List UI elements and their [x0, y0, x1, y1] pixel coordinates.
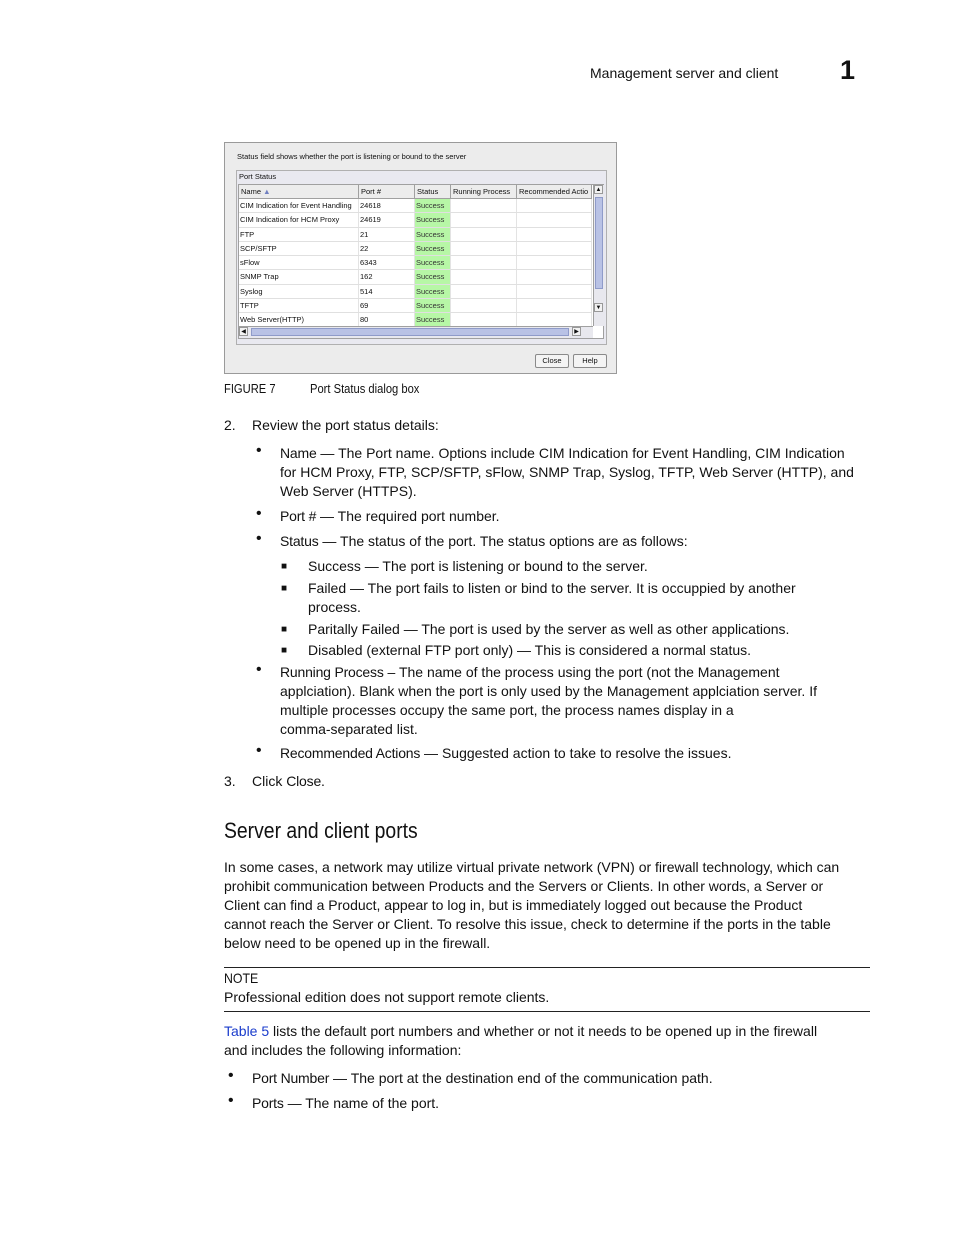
table-header — [239, 185, 592, 199]
note-text: Professional edition does not support remote clients. — [224, 989, 550, 1005]
cell-port: 21 — [359, 228, 415, 241]
bullet-icon: • — [256, 742, 262, 759]
sub-bullet-failed: Failed — The port fails to listen or bind to the server. It is occuppied by another process. — [308, 580, 796, 615]
cell-recommended-action — [517, 199, 592, 212]
cell-name: SNMP Trap — [239, 270, 359, 283]
table-row[interactable] — [239, 270, 592, 284]
cell-port: 24619 — [359, 213, 415, 226]
step-number: 2. — [224, 417, 236, 433]
cell-running-process — [451, 213, 517, 226]
square-bullet-icon: ■ — [281, 583, 288, 594]
table-5-link[interactable]: Table 5 — [224, 1023, 270, 1039]
dialog-status-text: Status field shows whether the port is listening or bound to the server — [237, 152, 467, 161]
vertical-scroll-thumb[interactable] — [595, 197, 603, 289]
term-close: Close — [286, 773, 322, 789]
cell-status: Success — [415, 313, 451, 326]
term-name: Name — [280, 445, 317, 461]
column-header-recommended-actions[interactable]: Recommended Actio — [517, 185, 592, 198]
port-status-panel — [236, 170, 607, 345]
sub-bullet-partially-failed: Paritally Failed — The port is used by the server as well as other applications. — [308, 621, 790, 637]
horizontal-scrollbar[interactable] — [239, 326, 593, 338]
scroll-down-arrow-icon[interactable]: ▼ — [595, 305, 602, 311]
note-label: NOTE — [224, 970, 259, 986]
bullet-recommended-actions: Recommended Actions — Suggested action to take to resolve the issues. — [280, 745, 732, 761]
table-row[interactable] — [239, 213, 592, 227]
square-bullet-icon: ■ — [281, 561, 288, 572]
cell-name: Syslog — [239, 285, 359, 298]
sort-ascending-icon: ▲ — [263, 187, 271, 196]
running-header-title: Management server and client — [590, 65, 779, 81]
cell-name: sFlow — [239, 256, 359, 269]
cell-name: TFTP — [239, 299, 359, 312]
cell-port: 69 — [359, 299, 415, 312]
term-running-process: Running Process — [280, 664, 384, 680]
cell-running-process — [451, 285, 517, 298]
figure-label: FIGURE 7 — [224, 381, 276, 396]
term-status: Status — [280, 533, 319, 549]
term-ports: Ports — [252, 1095, 284, 1111]
cell-status: Success — [415, 299, 451, 312]
cell-recommended-action — [517, 313, 592, 326]
section-heading: Server and client ports — [224, 818, 418, 843]
bullet-icon: • — [256, 661, 262, 678]
scroll-right-arrow-icon[interactable]: ▶ — [572, 327, 581, 336]
cell-running-process — [451, 313, 517, 326]
bullet-icon: • — [256, 442, 262, 459]
cell-recommended-action — [517, 270, 592, 283]
term-recommended-actions: Recommended Actions — [280, 745, 421, 761]
cell-running-process — [451, 299, 517, 312]
help-button[interactable]: Help — [573, 354, 607, 368]
term-port: Port # — [280, 508, 317, 524]
table-row[interactable] — [239, 199, 592, 213]
cell-status: Success — [415, 256, 451, 269]
close-button[interactable]: Close — [535, 354, 569, 368]
step-text: Click Close. — [252, 773, 325, 789]
cell-running-process — [451, 256, 517, 269]
table-row[interactable] — [239, 256, 592, 270]
column-header-running-process[interactable]: Running Process — [451, 185, 517, 198]
cell-name: SCP/SFTP — [239, 242, 359, 255]
figure-caption-text: Port Status dialog box — [310, 381, 420, 396]
table-reference-paragraph: Table 5 lists the default port numbers and whether or not it needs to be opened up in the firewall and includes the following information: — [224, 1023, 818, 1058]
table-row[interactable] — [239, 285, 592, 299]
cell-recommended-action — [517, 228, 592, 241]
cell-port: 6343 — [359, 256, 415, 269]
cell-name: Web Server(HTTP) — [239, 313, 359, 326]
cell-recommended-action — [517, 256, 592, 269]
cell-port: 24618 — [359, 199, 415, 212]
sub-bullet-success: Success — The port is listening or bound to the server. — [308, 558, 648, 574]
square-bullet-icon: ■ — [281, 624, 288, 635]
note-top-rule — [224, 967, 870, 968]
cell-port: 162 — [359, 270, 415, 283]
table-body — [239, 199, 592, 328]
cell-name: FTP — [239, 228, 359, 241]
cell-running-process — [451, 242, 517, 255]
step-number: 3. — [224, 773, 236, 789]
column-header-status[interactable]: Status — [415, 185, 451, 198]
panel-title: Port Status — [239, 172, 277, 181]
cell-status: Success — [415, 213, 451, 226]
note-bottom-rule — [224, 1011, 870, 1012]
column-header-port[interactable]: Port # — [359, 185, 415, 198]
cell-port: 22 — [359, 242, 415, 255]
chapter-number: 1 — [840, 55, 856, 85]
vertical-scrollbar[interactable] — [593, 185, 605, 326]
cell-name: CIM Indication for Event Handling — [239, 199, 359, 212]
figure-caption — [224, 381, 419, 396]
term-port-number: Port Number — [252, 1070, 330, 1086]
scroll-up-arrow-icon[interactable]: ▲ — [595, 187, 602, 193]
cell-running-process — [451, 270, 517, 283]
bullet-ports: Ports — The name of the port. — [252, 1095, 440, 1111]
port-status-table — [238, 184, 604, 339]
cell-status: Success — [415, 228, 451, 241]
cell-recommended-action — [517, 299, 592, 312]
cell-name: CIM Indication for HCM Proxy — [239, 213, 359, 226]
bullet-port: Port # — The required port number. — [280, 508, 500, 524]
column-header-name[interactable]: Name ▲ — [239, 185, 359, 198]
cell-recommended-action — [517, 242, 592, 255]
bullet-icon: • — [256, 505, 262, 522]
sub-bullet-disabled: Disabled (external FTP port only) — This is considered a normal status. — [308, 642, 752, 658]
cell-port: 514 — [359, 285, 415, 298]
table-row[interactable] — [239, 228, 592, 242]
cell-status: Success — [415, 199, 451, 212]
bullet-status: Status — The status of the port. The status options are as follows: — [280, 533, 688, 549]
step-text: Review the port status details: — [252, 417, 439, 433]
bullet-icon: • — [228, 1067, 234, 1084]
port-status-dialog — [224, 142, 617, 374]
bullet-icon: • — [256, 530, 262, 547]
bullet-name: Name — The Port name. Options include CIM Indication for Event Handling, CIM Indication for HCM Proxy, FTP, SCP/SFTP, sFlow, SNMP Trap, Syslog, TFTP, Web Server (HTTP), and Web Server (HTTPS). — [280, 445, 854, 499]
section-paragraph: In some cases, a network may utilize virtual private network (VPN) or firewall technology, which can prohibit communication between Products and the Servers or Clients. In other words, a Server or Client can find a Product, appear to log in, but is immediately logged out because the Product cannot reach the Server or Client. To resolve this issue, check to determine if the ports in the table below need to be opened up in the firewall. — [224, 859, 840, 951]
cell-recommended-action — [517, 285, 592, 298]
square-bullet-icon: ■ — [281, 645, 288, 656]
table-row[interactable] — [239, 242, 592, 256]
cell-running-process — [451, 228, 517, 241]
cell-status: Success — [415, 270, 451, 283]
scroll-left-arrow-icon[interactable]: ◀ — [239, 327, 248, 336]
cell-port: 80 — [359, 313, 415, 326]
cell-recommended-action — [517, 213, 592, 226]
cell-status: Success — [415, 242, 451, 255]
bullet-port-number: Port Number — The port at the destination end of the communication path. — [252, 1070, 713, 1086]
horizontal-scroll-thumb[interactable] — [251, 328, 569, 336]
table-row[interactable] — [239, 299, 592, 313]
bullet-running-process: Running Process – The name of the process using the port (not the Management applciation). Blank when the port is only used by the Management applciation server. If multiple processes occupy the same port, the process names display in a comma-separated list. — [280, 664, 817, 737]
cell-running-process — [451, 199, 517, 212]
bullet-icon: • — [228, 1092, 234, 1109]
cell-status: Success — [415, 285, 451, 298]
